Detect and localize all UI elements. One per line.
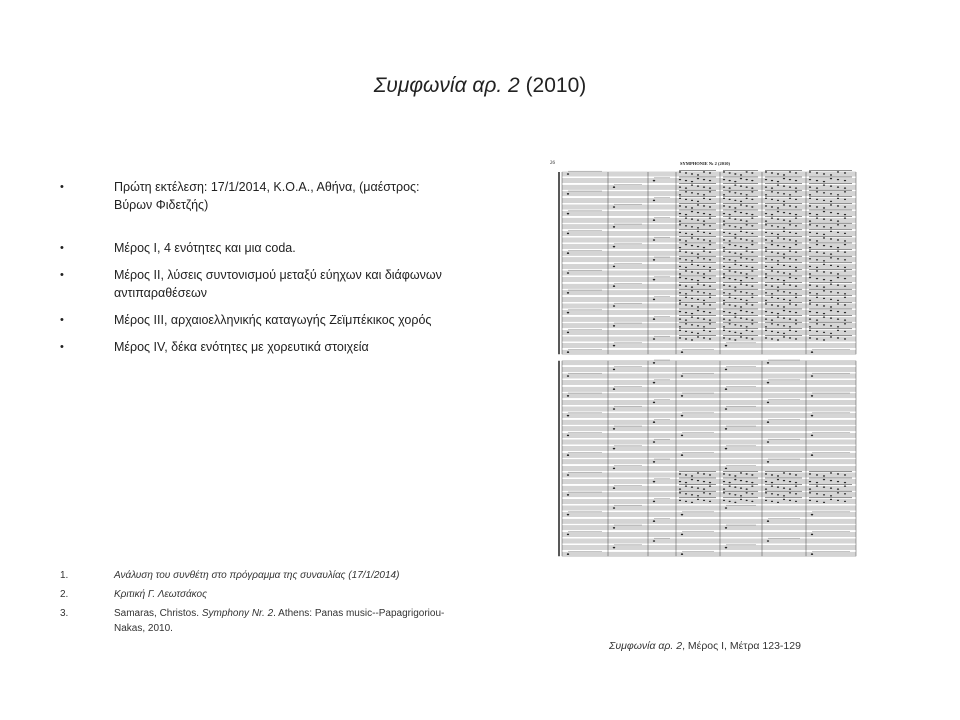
reference-text: Ανάλυση του συνθέτη στο πρόγραμμα της συναυλίας (17/1/2014) <box>114 570 400 581</box>
slide-title-year: (2010) <box>519 74 587 97</box>
caption-italic: Συμφωνία αρ. 2 <box>609 640 683 652</box>
score-staves <box>559 170 856 556</box>
bullet-part-3: • Μέρος ΙΙΙ, αρχαιοελληνικής καταγωγής Ζεϊμπέκικος χορός <box>60 311 460 329</box>
score-excerpt-image <box>548 158 862 602</box>
slide-title <box>0 74 960 98</box>
image-caption <box>548 640 862 652</box>
reference-item <box>60 568 460 583</box>
bullet-list <box>60 178 460 365</box>
reference-text: Samaras, Christos. <box>114 608 202 619</box>
reference-number: 1. <box>60 570 69 581</box>
slide-title-italic: Συμφωνία αρ. 2 <box>373 74 520 97</box>
bullet-part-4: • Μέρος IV, δέκα ενότητες με χορευτικά στοιχεία <box>60 338 460 356</box>
reference-item <box>60 587 460 602</box>
reference-text: Symphony Nr. 2 <box>201 608 274 619</box>
reference-item <box>60 606 460 636</box>
bullet-part-2: • Μέρος ΙΙ, λύσεις συντονισμού μεταξύ εύηχων και διάφωνων αντιπαραθέσεων <box>60 266 460 302</box>
caption-rest: , Μέρος Ι, Μέτρα 123-129 <box>682 640 801 652</box>
reference-number: 3. <box>60 608 69 619</box>
reference-text: Κριτική Γ. Λεωτσάκος <box>114 589 207 600</box>
reference-number: 2. <box>60 589 69 600</box>
reference-text: . Athens: Panas music--Papagrigoriou-Nakas, 2010. <box>114 608 445 634</box>
references-list <box>60 568 460 640</box>
score-header: SYMPHONIE № 2 (2010) <box>680 161 730 166</box>
bullet-premiere: • Πρώτη εκτέλεση: 17/1/2014, Κ.Ο.Α., Αθήνα, (μαέστρος: Βύρων Φιδετζής) <box>60 178 460 214</box>
score-page-number: 26 <box>550 161 555 166</box>
bullet-part-1: • Μέρος Ι, 4 ενότητες και μια coda. <box>60 239 460 257</box>
